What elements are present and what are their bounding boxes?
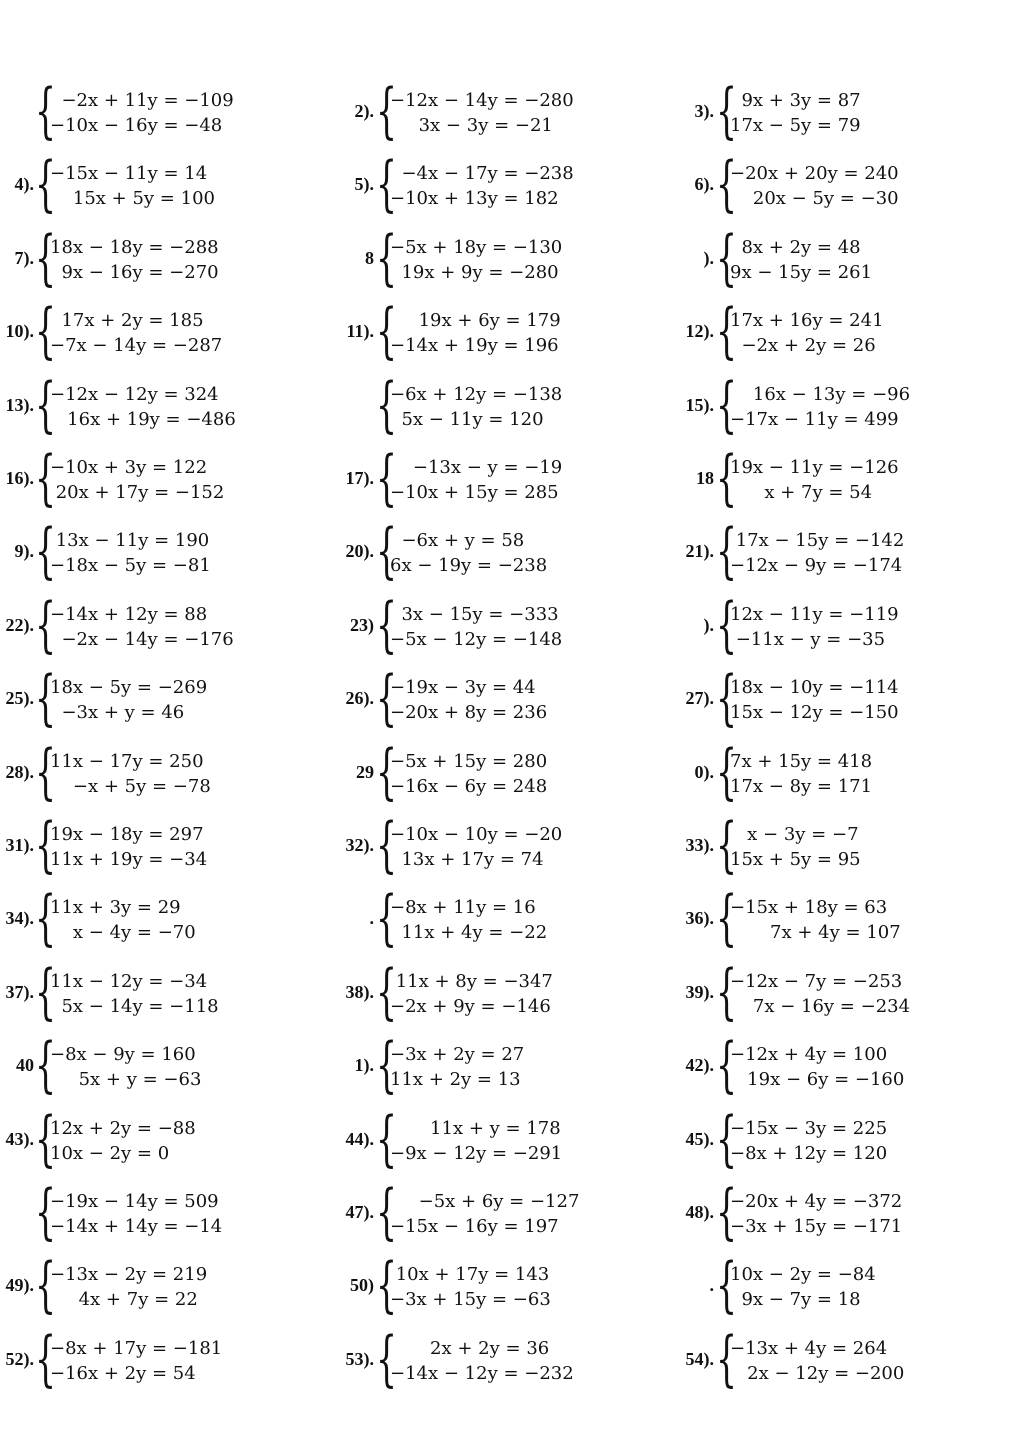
equation: −14x + 19y = 196 xyxy=(390,335,559,356)
equation: −6x + y = 58 xyxy=(390,530,525,551)
left-brace-icon: { xyxy=(35,1104,57,1174)
equation: −4x − 17y = −238 xyxy=(390,163,574,184)
left-brace-icon: { xyxy=(376,810,398,880)
problem-number: 39). xyxy=(685,982,714,1002)
left-brace-icon: { xyxy=(376,1030,398,1100)
equation: 17x − 8y = 171 xyxy=(730,776,873,797)
equation: 3x − 15y = −333 xyxy=(390,604,559,625)
left-brace-icon: { xyxy=(376,1177,398,1247)
problem-number: 16). xyxy=(5,468,34,488)
equation: 20x + 17y = −152 xyxy=(50,482,225,503)
problem-item xyxy=(0,516,1022,586)
equation: −2x + 2y = 26 xyxy=(730,335,876,356)
left-brace-icon: { xyxy=(376,76,398,146)
left-brace-icon: { xyxy=(376,149,398,219)
problem-item xyxy=(0,223,1022,293)
problem-number: 7). xyxy=(14,248,34,268)
equation: −15x + 18y = 63 xyxy=(730,897,888,918)
equation: 2x + 2y = 36 xyxy=(390,1338,550,1359)
equation: −10x + 3y = 122 xyxy=(50,457,208,478)
equation: −10x + 13y = 182 xyxy=(390,188,559,209)
equation: −2x − 14y = −176 xyxy=(50,629,234,650)
equation: 9x + 3y = 87 xyxy=(730,90,861,111)
equation: −13x + 4y = 264 xyxy=(730,1338,888,1359)
left-brace-icon: { xyxy=(376,443,398,513)
left-brace-icon: { xyxy=(35,1250,57,1320)
problem-item xyxy=(0,1104,1022,1174)
left-brace-icon: { xyxy=(716,810,738,880)
problem-number: 1). xyxy=(354,1055,374,1075)
equation: −3x + y = 46 xyxy=(50,702,185,723)
equation-system xyxy=(730,308,884,358)
equation: −12x − 12y = 324 xyxy=(50,384,219,405)
equation: 5x − 14y = −118 xyxy=(50,996,219,1017)
equation-system xyxy=(730,1042,904,1092)
problem-number: 43). xyxy=(5,1129,34,1149)
problem-number: 48). xyxy=(685,1202,714,1222)
equation: −15x − 16y = 197 xyxy=(390,1216,559,1237)
problem-number: 52). xyxy=(5,1349,34,1369)
problem-item xyxy=(0,1030,1022,1100)
left-brace-icon: { xyxy=(716,737,738,807)
equation-system xyxy=(730,969,910,1019)
equation: −7x − 14y = −287 xyxy=(50,335,223,356)
equation: −20x + 8y = 236 xyxy=(390,702,548,723)
equation: −20x + 20y = 240 xyxy=(730,163,899,184)
problem-item xyxy=(0,737,1022,807)
left-brace-icon: { xyxy=(376,663,398,733)
problem-number: . xyxy=(369,908,374,928)
equation-system xyxy=(730,895,901,945)
equation: 19x − 11y = −126 xyxy=(730,457,899,478)
left-brace-icon: { xyxy=(376,1104,398,1174)
equation: 16x + 19y = −486 xyxy=(50,409,236,430)
problem-number: 23) xyxy=(350,615,374,635)
left-brace-icon: { xyxy=(376,1324,398,1394)
left-brace-icon: { xyxy=(716,516,738,586)
equation: 10x − 2y = 0 xyxy=(50,1143,170,1164)
problem-number: 47). xyxy=(345,1202,374,1222)
equation: 7x − 16y = −234 xyxy=(730,996,911,1017)
equation: x − 3y = −7 xyxy=(730,824,859,845)
equation: −12x − 9y = −174 xyxy=(730,555,903,576)
equation: 5x + y = −63 xyxy=(50,1069,202,1090)
problem-number: 9). xyxy=(14,541,34,561)
left-brace-icon: { xyxy=(376,223,398,293)
equation: −3x + 2y = 27 xyxy=(390,1044,525,1065)
problem-number: 29 xyxy=(356,762,374,782)
equation: 4x + 7y = 22 xyxy=(50,1289,198,1310)
left-brace-icon: { xyxy=(716,1030,738,1100)
equation: 16x − 13y = −96 xyxy=(730,384,911,405)
equation: x − 4y = −70 xyxy=(50,922,196,943)
equation: −14x + 12y = 88 xyxy=(50,604,208,625)
problem-number: 33). xyxy=(685,835,714,855)
left-brace-icon: { xyxy=(716,1177,738,1247)
equation: 13x + 17y = 74 xyxy=(390,849,544,870)
equation: −2x + 9y = −146 xyxy=(390,996,551,1017)
problem-number: 36). xyxy=(685,908,714,928)
problem-number: ). xyxy=(703,248,714,268)
equation: −10x − 16y = −48 xyxy=(50,115,223,136)
left-brace-icon: { xyxy=(376,883,398,953)
equation: 11x + y = 178 xyxy=(390,1118,561,1139)
problem-number: 2). xyxy=(354,101,374,121)
equation-system xyxy=(730,528,904,578)
equation: −5x + 6y = −127 xyxy=(390,1191,580,1212)
problem-number: 22). xyxy=(5,615,34,635)
equation: −12x − 7y = −253 xyxy=(730,971,903,992)
equation: −15x − 11y = 14 xyxy=(50,163,208,184)
equation: 18x − 5y = −269 xyxy=(50,677,208,698)
equation-system xyxy=(730,382,910,432)
problem-number: 32). xyxy=(345,835,374,855)
problem-number: 26). xyxy=(345,688,374,708)
left-brace-icon: { xyxy=(35,1177,57,1247)
equation: −17x − 11y = 499 xyxy=(730,409,899,430)
problem-number: 17). xyxy=(345,468,374,488)
equation: 18x − 18y = −288 xyxy=(50,237,219,258)
problem-item xyxy=(0,810,1022,880)
equation: 11x + 8y = −347 xyxy=(390,971,553,992)
equation: 19x + 6y = 179 xyxy=(390,310,561,331)
problem-number: 0). xyxy=(694,762,714,782)
equation: 11x + 19y = −34 xyxy=(50,849,208,870)
problem-item xyxy=(0,883,1022,953)
left-brace-icon: { xyxy=(376,957,398,1027)
left-brace-icon: { xyxy=(376,370,398,440)
problem-number: 53). xyxy=(345,1349,374,1369)
problem-item xyxy=(0,1324,1022,1394)
equation: 17x + 2y = 185 xyxy=(50,310,204,331)
equation: 11x − 17y = 250 xyxy=(50,751,204,772)
equation: −14x + 14y = −14 xyxy=(50,1216,223,1237)
equation: −5x − 12y = −148 xyxy=(390,629,563,650)
problem-number: 25). xyxy=(5,688,34,708)
equation: −20x + 4y = −372 xyxy=(730,1191,903,1212)
equation-system xyxy=(730,1336,904,1386)
left-brace-icon: { xyxy=(35,810,57,880)
left-brace-icon: { xyxy=(716,663,738,733)
equation: 9x − 7y = 18 xyxy=(730,1289,861,1310)
equation: 10x − 2y = −84 xyxy=(730,1264,876,1285)
equation-system xyxy=(730,822,861,872)
left-brace-icon: { xyxy=(35,1324,57,1394)
equation: 11x + 2y = 13 xyxy=(390,1069,521,1090)
equation: −5x + 18y = −130 xyxy=(390,237,563,258)
left-brace-icon: { xyxy=(376,590,398,660)
problem-item xyxy=(0,957,1022,1027)
left-brace-icon: { xyxy=(716,223,738,293)
equation: 3x − 3y = −21 xyxy=(390,115,553,136)
equation: −12x + 4y = 100 xyxy=(730,1044,888,1065)
equation: −8x + 11y = 16 xyxy=(390,897,536,918)
equation: −9x − 12y = −291 xyxy=(390,1143,563,1164)
problem-number: 38). xyxy=(345,982,374,1002)
problem-item xyxy=(0,296,1022,366)
problem-number: 49). xyxy=(5,1275,34,1295)
equation: 19x − 6y = −160 xyxy=(730,1069,905,1090)
equation: 15x + 5y = 95 xyxy=(730,849,861,870)
left-brace-icon: { xyxy=(35,957,57,1027)
equation: −15x − 3y = 225 xyxy=(730,1118,888,1139)
equation: 11x + 3y = 29 xyxy=(50,897,181,918)
problem-item xyxy=(0,443,1022,513)
left-brace-icon: { xyxy=(376,1250,398,1320)
left-brace-icon: { xyxy=(376,516,398,586)
left-brace-icon: { xyxy=(376,737,398,807)
problem-number: 50) xyxy=(350,1275,374,1295)
problem-number: 45). xyxy=(685,1129,714,1149)
equation: −x + 5y = −78 xyxy=(50,776,211,797)
left-brace-icon: { xyxy=(716,443,738,513)
equation: −6x + 12y = −138 xyxy=(390,384,563,405)
left-brace-icon: { xyxy=(35,443,57,513)
equation: 17x − 5y = 79 xyxy=(730,115,861,136)
equation: 11x − 12y = −34 xyxy=(50,971,208,992)
problem-number: 10). xyxy=(5,321,34,341)
problem-number: 37). xyxy=(5,982,34,1002)
equation-system xyxy=(730,1189,902,1239)
equation: −10x + 15y = 285 xyxy=(390,482,559,503)
equation: −19x − 3y = 44 xyxy=(390,677,536,698)
equation: 7x + 4y = 107 xyxy=(730,922,901,943)
equation: 10x + 17y = 143 xyxy=(390,1264,550,1285)
problem-number: 42). xyxy=(685,1055,714,1075)
problem-number: 13). xyxy=(5,395,34,415)
problem-number: 44). xyxy=(345,1129,374,1149)
left-brace-icon: { xyxy=(35,76,57,146)
left-brace-icon: { xyxy=(35,737,57,807)
equation: 20x − 5y = −30 xyxy=(730,188,899,209)
problem-item xyxy=(0,1177,1022,1247)
equation: −13x − y = −19 xyxy=(390,457,563,478)
equation: x + 7y = 54 xyxy=(730,482,873,503)
problem-item xyxy=(0,149,1022,219)
left-brace-icon: { xyxy=(716,883,738,953)
equation: −14x − 12y = −232 xyxy=(390,1363,574,1384)
equation: −3x + 15y = −63 xyxy=(390,1289,551,1310)
left-brace-icon: { xyxy=(716,957,738,1027)
left-brace-icon: { xyxy=(35,590,57,660)
left-brace-icon: { xyxy=(35,883,57,953)
equation-system xyxy=(730,1262,876,1312)
problem-number: 34). xyxy=(5,908,34,928)
problem-number: 28). xyxy=(5,762,34,782)
equation: 12x − 11y = −119 xyxy=(730,604,899,625)
problem-number: 54). xyxy=(685,1349,714,1369)
left-brace-icon: { xyxy=(35,1030,57,1100)
equation: −5x + 15y = 280 xyxy=(390,751,548,772)
equation: −16x − 6y = 248 xyxy=(390,776,548,797)
problem-number: 8 xyxy=(365,248,374,268)
equation: 19x + 9y = −280 xyxy=(390,262,559,283)
problem-number: 31). xyxy=(5,835,34,855)
equation: −10x − 10y = −20 xyxy=(390,824,563,845)
equation: −13x − 2y = 219 xyxy=(50,1264,208,1285)
equation-system xyxy=(730,1116,887,1166)
equation-system xyxy=(730,455,899,505)
equation: 15x − 12y = −150 xyxy=(730,702,899,723)
left-brace-icon: { xyxy=(35,663,57,733)
equation: −8x + 12y = 120 xyxy=(730,1143,888,1164)
problem-item xyxy=(0,1250,1022,1320)
equation-system xyxy=(730,749,872,799)
equation: 7x + 15y = 418 xyxy=(730,751,873,772)
equation-system xyxy=(730,675,899,725)
left-brace-icon: { xyxy=(35,149,57,219)
equation: 15x + 5y = 100 xyxy=(50,188,215,209)
problem-item xyxy=(0,76,1022,146)
left-brace-icon: { xyxy=(35,516,57,586)
problem-number: 6). xyxy=(694,174,714,194)
equation: 12x + 2y = −88 xyxy=(50,1118,196,1139)
equation-system xyxy=(730,602,899,652)
equation: 18x − 10y = −114 xyxy=(730,677,899,698)
equation: −18x − 5y = −81 xyxy=(50,555,211,576)
equation: −8x − 9y = 160 xyxy=(50,1044,196,1065)
left-brace-icon: { xyxy=(716,149,738,219)
equation: −11x − y = −35 xyxy=(730,629,886,650)
left-brace-icon: { xyxy=(35,223,57,293)
problem-number: 27). xyxy=(685,688,714,708)
equation: −16x + 2y = 54 xyxy=(50,1363,196,1384)
left-brace-icon: { xyxy=(716,296,738,366)
problem-number: 20). xyxy=(345,541,374,561)
problem-number: 3). xyxy=(694,101,714,121)
problem-number: ). xyxy=(703,615,714,635)
equation: 17x + 16y = 241 xyxy=(730,310,884,331)
left-brace-icon: { xyxy=(35,370,57,440)
left-brace-icon: { xyxy=(35,296,57,366)
problem-number: 12). xyxy=(685,321,714,341)
equation: −2x + 11y = −109 xyxy=(50,90,234,111)
equation: 11x + 4y = −22 xyxy=(390,922,548,943)
left-brace-icon: { xyxy=(716,1104,738,1174)
equation: −8x + 17y = −181 xyxy=(50,1338,223,1359)
equation: 5x − 11y = 120 xyxy=(390,409,544,430)
equation-system xyxy=(730,88,861,138)
problem-number: . xyxy=(709,1275,714,1295)
equation: 2x − 12y = −200 xyxy=(730,1363,905,1384)
equation: 9x − 15y = 261 xyxy=(730,262,873,283)
equation: 19x − 18y = 297 xyxy=(50,824,204,845)
equation: 13x − 11y = 190 xyxy=(50,530,210,551)
problem-number: 40 xyxy=(16,1055,34,1075)
problem-number: 21). xyxy=(685,541,714,561)
equation-system xyxy=(730,161,899,211)
left-brace-icon: { xyxy=(716,1324,738,1394)
equation: −3x + 15y = −171 xyxy=(730,1216,903,1237)
problem-number: 15). xyxy=(685,395,714,415)
problem-number: 4). xyxy=(14,174,34,194)
problem-number: 5). xyxy=(354,174,374,194)
left-brace-icon: { xyxy=(376,296,398,366)
left-brace-icon: { xyxy=(716,590,738,660)
equation: 17x − 15y = −142 xyxy=(730,530,905,551)
equation: 6x − 19y = −238 xyxy=(390,555,548,576)
problem-number: 11). xyxy=(346,321,374,341)
left-brace-icon: { xyxy=(716,76,738,146)
problem-item xyxy=(0,370,1022,440)
equation: −19x − 14y = 509 xyxy=(50,1191,219,1212)
problem-item xyxy=(0,663,1022,733)
equation-system xyxy=(730,235,872,285)
equation: 9x − 16y = −270 xyxy=(50,262,219,283)
equation: 8x + 2y = 48 xyxy=(730,237,861,258)
left-brace-icon: { xyxy=(716,370,738,440)
problem-item xyxy=(0,590,1022,660)
left-brace-icon: { xyxy=(716,1250,738,1320)
equation: −12x − 14y = −280 xyxy=(390,90,574,111)
problem-number: 18 xyxy=(696,468,714,488)
